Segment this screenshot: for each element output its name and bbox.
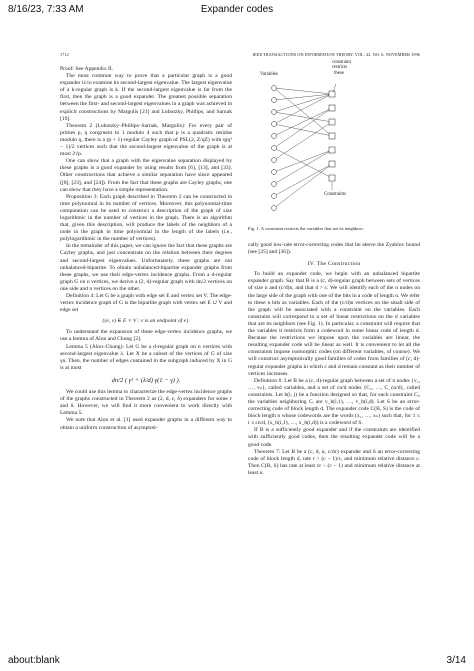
journal-line: IEEE TRANSACTIONS ON INFORMATION THEORY, VOL. 42, NO. 6, NOVEMBER 1996 [252,52,420,57]
right-column [248,242,420,477]
label-restricts: restricts [332,65,348,71]
paragraph: Definition 6: Let B be a (c, d)-regular graph between a set of n nodes {v₁, …, vₙ}, called variables, and a set of cn/d nodes {C₁, …, C_cn/d}, called constraints. Let b(i, j) be a function designed so that, for each constraint Cᵢ, the variables neighboring Cᵢ are v_b(i,1), …, v_b(i,d). Let S be an error-correcting code of block length d. The expander code C(B, S) is the code of block length n whose codewords are the words (x₁, …, xₙ) such that, for 1 ≤ i ≤ cn/d, (x_b(i,1), …, x_b(i,d)) is a codeword of S. [248,377,420,427]
paragraph: To build an expander code, we begin with an unbalanced bipartite expander graph. Say that B is a (c, d)-regular graph between sets of vertices of size n and (c/d)n, and that d > c. We will identify each of the n nodes on the large side of the graph with one of the bits in a code of length n. We refer to these n bits as variables. Each of the (c/d)n vertices on the small side of the graph will be associated with a constraint on the variables. Each constraint will correspond to a set of linear restrictions on the d variables that are its neighbors (see Fig. 1). In particular, a constraint will require that the variables it restricts form a codeword in some linear code of length d. Because the restrictions we impose upon the variables are linear, the resulting expander code will be linear as well. It is convenient to let all the constraints impose isomorphic codes (on different variables, of course). We will construct asymptotically good families of codes from families of (c, d)-regular expander graphs in which c and d remain constant as their number of vertices increases. [248,271,420,377]
running-head [60,52,420,60]
label-variables: Variables [260,72,278,77]
equation: dn/2 ( γ² + (λ/d) γ(1 − γ) ). [111,376,181,384]
label-these: these [334,70,344,76]
label-constraint: constraint [332,60,351,65]
browser-print-header [0,0,474,20]
graph-edges [274,88,332,208]
paragraph: To understand the expansion of these edge-vertex incidence graphs, we use a lemma of Alon and Chung [2]. [60,329,232,343]
section-heading: IV. The Construction [307,261,361,268]
paragraph: Theorem 2 (Lubotzky–Phillips–Sarnak, Margulis): For every pair of primes p, q congruent to 1 modulo 4 such that p is a quadratic residue modulo q, there is a (p + 1)-regular Cayley graph of PSL(2, Z/qZ) with q(q² − 1)/2 vertices such that the second-largest eigenvalue of the graph is at most 2√p. [60,122,232,158]
paragraph: In the remainder of this paper, we can ignore the fact that these graphs are Cayley graphs, and just concentrate on the relation between their degrees and second-largest eigenvalues. Unfortunately, these graphs are not unbalanced-bipartite. To obtain unbalanced-bipartite expander graphs from these graphs, we use their edge-vertex incidence graphs. From a d-regular graph G on n vertices, we derive a (2, d)-regular graph with dn/2 vertices on one side and n vertices on the other. [60,243,232,292]
print-tab-title: Expander codes [200,4,274,15]
page-number: 1712 [60,52,69,57]
bipartite-graph-diagram [248,66,420,226]
variable-nodes [272,86,277,211]
paragraph: Definition 4: Let G be a graph with edge set E and vertex set V. The edge-vertex incidence graph of G is the bipartite graph with vertex set E ∪ V and edge set [60,293,232,314]
paragraph: Theorem 7: Let B be a (c, d, α, c/dε) expander and S an error-correcting code of block length d, rate r > (c − 1)/c, and minimum relative distance ε. Then C(B, S) has rate at least cr − (c − 1) and minimum relative distance at least α. [248,448,420,476]
paragraph: If B is a sufficiently good expander and if the constraints are identified with sufficiently good codes, then the resulting expander code will be a good code. [248,427,420,448]
figure-caption: Fig. 1. A constraint restricts the variables that are its neighbors. [248,226,364,231]
paper-page [60,52,420,612]
paragraph: cally good low-rate error-correcting codes that lie above the Zyablov bound (see [25] and [36]). [248,242,420,256]
paragraph: One can show that a graph with the eigenvalue separation displayed by these graphs is a good expander by using results from [6], [13], and [33]. Other constructions that achieve a similar separation have since appeared ([8], [23], and [24]). From the fact that these graphs are Cayley graphs, one can show that they have a simple representation. [60,158,232,193]
print-page-counter: 3/14 [446,655,466,666]
browser-print-footer [0,651,474,671]
paragraph: Proposition 3: Each graph described in Theorem 2 can be constructed in time polynomial in its number of vertices. Moreover, this polynomial-time computation can be used to construct a description of the graph of size logarithmic in the number of vertices in the graph. There is an algorithm that, given this description, will produce the labels of the neighbors of a node in the graph in time polynomial in the length of the labels (i.e., polylogarithmic in the number of vertices). [60,193,232,243]
label-constraints: Constraints [324,192,346,197]
print-datetime: 8/16/23, 7:33 AM [8,4,84,15]
paragraph: We could use this lemma to characterize the edge-vertex incidence graphs of the graphs constructed in Theorem 2 as (2, d, ε, δ) expanders for some ε and δ. However, we will find it more convenient to work directly with Lemma 5. [60,389,232,417]
equation: {(e, v) ∈ E × V : v is an endpoint of e}. [102,318,190,325]
paragraph: Lemma 5 (Alon–Chung): Let G be a d-regular graph on n vertices with second-largest eigenvalue λ. Let X be a subset of the vertices of G of size γn. Then, the number of edges contained in the subgraph induced by X in G is at most [60,343,232,371]
paragraph: We note that Alon et al. [1] used expander graphs in a different way to obtain a uniform construction of asymptoti- [60,417,232,431]
print-url: about:blank [8,655,60,666]
constraint-nodes [329,91,335,181]
paragraph: Proof: See Appendix II. [60,66,114,72]
paragraph: The most common way to prove that a particular graph is a good expander is to examine its second-largest eigenvalue. The largest eigenvalue of a k-regular graph is k. If the second-largest eigenvalue is far from the first, then the graph is a good expander. The greatest possible separation between the first- and second-largest eigenvalues in a graph was achieved in explicit constructions by Margulis [21] and Lubotzky, Phillips, and Sarnak [19]. [60,73,232,122]
figure-1 [248,60,420,238]
left-column [60,66,232,432]
